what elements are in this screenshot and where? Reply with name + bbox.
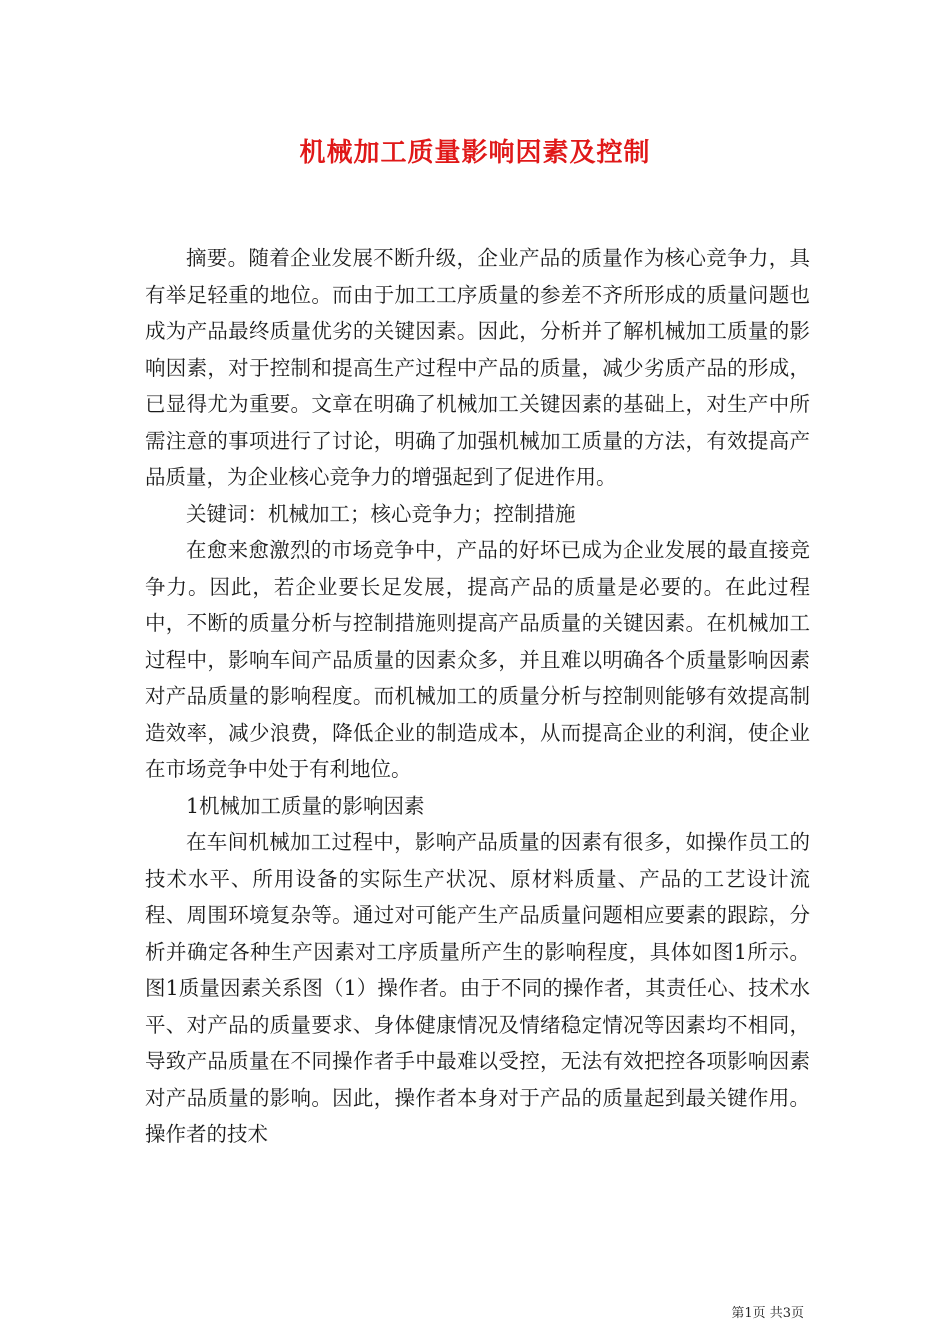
keywords-paragraph: 关键词：机械加工；核心竞争力；控制措施 <box>186 501 576 526</box>
document-body <box>145 240 810 1153</box>
section-paragraph: 在车间机械加工过程中，影响产品质量的因素有很多，如操作员工的技术水平、所用设备的实际生产状况、原材料质量、产品的工艺设计流程、周围环境复杂等。通过对可能产生产品质量问题相应要素的跟踪，分析并确定各种生产因素对工序质量所产生的影响程度，具体如图1所示。图1质量因素关系图（1）操作者。由于不同的操作者，其责任心、技术水平、对产品的质量要求、身体健康情况及情绪稳定情况等因素均不相同，导致产品质量在不同操作者手中最难以受控，无法有效把控各项影响因素对产品质量的影响。因此，操作者本身对于产品的质量起到最关键作用。操作者的技术 <box>145 830 810 1146</box>
page-number: 第1页 共3页 <box>731 1306 804 1321</box>
abstract-paragraph: 摘要。随着企业发展不断升级，企业产品的质量作为核心竞争力，具有举足轻重的地位。而由于加工工序质量的参差不齐所形成的质量问题也成为产品最终质量优劣的关键因素。因此，分析并了解机械加工质量的影响因素，对于控制和提高生产过程中产品的质量，减少劣质产品的形成，已显得尤为重要。文章在明确了机械加工关键因素的基础上，对生产中所需注意的事项进行了讨论，明确了加强机械加工质量的方法，有效提高产品质量，为企业核心竞争力的增强起到了促进作用。 <box>145 246 810 489</box>
document-title: 机械加工质量影响因素及控制 <box>299 138 651 168</box>
section-heading: 1机械加工质量的影响因素 <box>186 793 425 818</box>
intro-paragraph: 在愈来愈激烈的市场竞争中，产品的好坏已成为企业发展的最直接竞争力。因此，若企业要长足发展，提高产品的质量是必要的。在此过程中，不断的质量分析与控制措施则提高产品质量的关键因素。在机械加工过程中，影响车间产品质量的因素众多，并且难以明确各个质量影响因素对产品质量的影响程度。而机械加工的质量分析与控制则能够有效提高制造效率，减少浪费，降低企业的制造成本，从而提高企业的利润，使企业在市场竞争中处于有利地位。 <box>145 538 810 781</box>
